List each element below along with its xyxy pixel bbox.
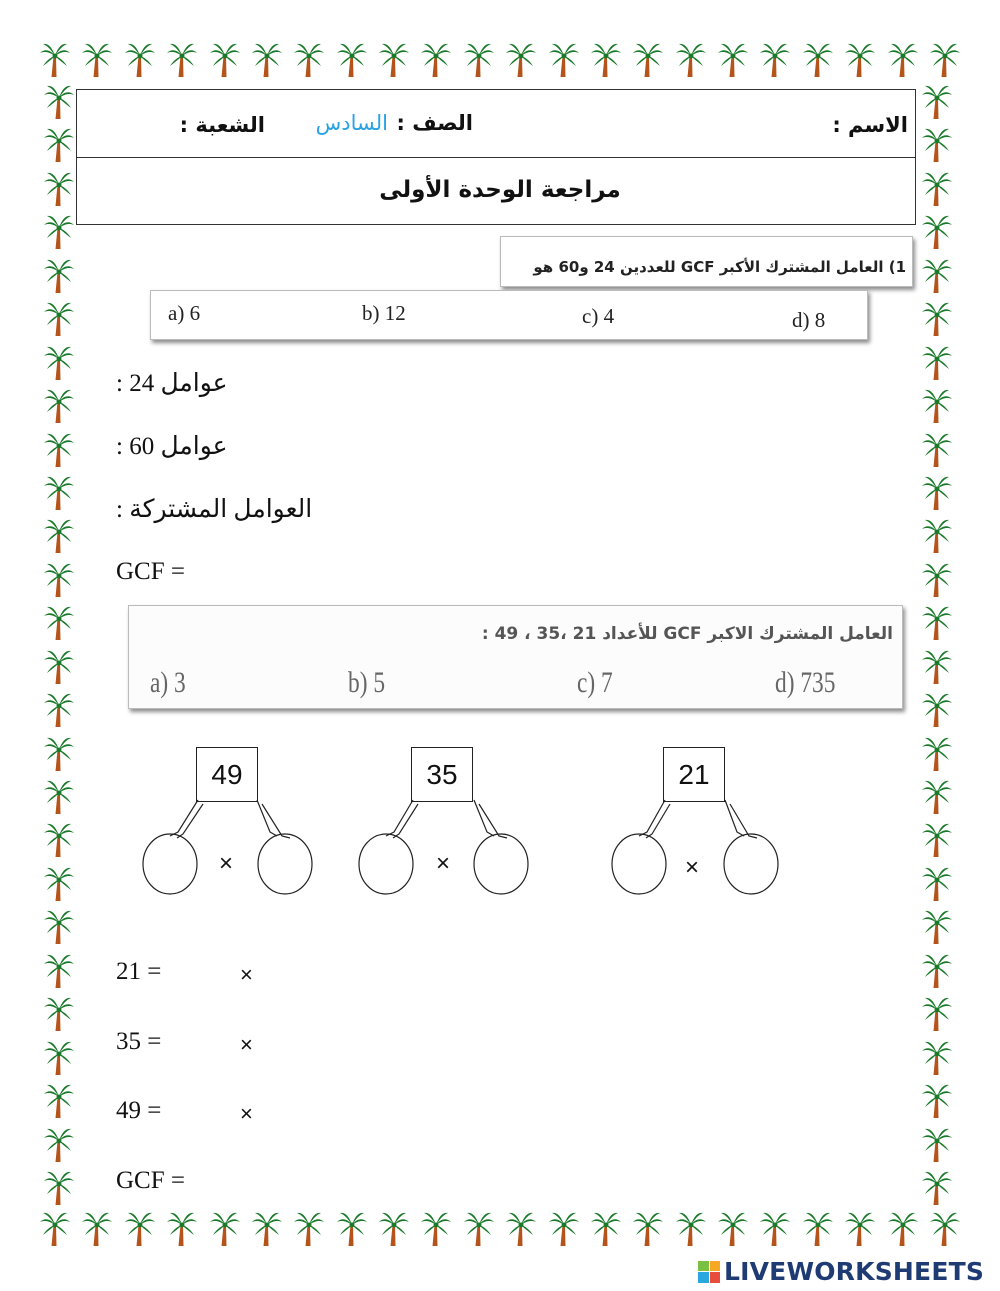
palm-tree-icon [44, 1083, 74, 1119]
factor-tree-times-49: × [219, 850, 234, 877]
palm-tree-icon [922, 1127, 952, 1163]
palm-tree-icon [44, 1040, 74, 1076]
q1-option-b[interactable]: b) 12 [362, 301, 406, 325]
palm-tree-icon [506, 1211, 536, 1247]
grade-label: الصف : [396, 111, 473, 135]
palm-tree-icon [718, 1211, 748, 1247]
liveworksheets-logo[interactable] [698, 1257, 984, 1286]
factor-tree-box-35: 35 [411, 747, 473, 802]
factor-tree-times-35: × [436, 850, 451, 877]
equation-21: 21 = [116, 958, 162, 985]
q2-option-c[interactable]: c) 7 [577, 666, 613, 699]
palm-border-bottom [40, 1211, 960, 1247]
palm-tree-icon [760, 1211, 790, 1247]
liveworksheets-badge-icon [698, 1261, 720, 1283]
palm-tree-icon [845, 1211, 875, 1247]
gcf-line-2: GCF = [116, 1167, 185, 1194]
palm-tree-icon [44, 996, 74, 1032]
name-label: الاسم : [832, 113, 908, 137]
q2-option-a[interactable]: a) 3 [150, 666, 186, 699]
equation-35-times: × [240, 1032, 253, 1057]
palm-tree-icon [125, 1211, 155, 1247]
palm-tree-icon [888, 1211, 918, 1247]
palm-tree-icon [421, 1211, 451, 1247]
equation-35: 35 = [116, 1028, 162, 1055]
q2-option-d[interactable]: d) 735 [775, 666, 836, 699]
palm-tree-icon [591, 1211, 621, 1247]
palm-tree-icon [252, 1211, 282, 1247]
equation-21-times: × [240, 962, 253, 987]
factor-tree-times-21: × [685, 854, 700, 881]
palm-tree-icon [82, 1211, 112, 1247]
q1-option-c[interactable]: c) 4 [582, 304, 615, 328]
palm-tree-icon [922, 996, 952, 1032]
gcf-line-1: GCF = [116, 558, 185, 585]
worksheet-title: مراجعة الوحدة الأولى [379, 177, 621, 203]
palm-tree-icon [922, 1083, 952, 1119]
palm-tree-icon [549, 1211, 579, 1247]
palm-tree-icon [44, 1127, 74, 1163]
palm-tree-icon [40, 1211, 70, 1247]
palm-tree-icon [930, 1211, 960, 1247]
factor-tree-box-49: 49 [196, 747, 258, 802]
equation-49: 49 = [116, 1097, 162, 1124]
palm-tree-icon [167, 1211, 197, 1247]
equation-49-times: × [240, 1101, 253, 1126]
common-factors-line: : العوامل المشتركة [116, 496, 313, 523]
factors-60-line: : عوامل 60 [116, 433, 228, 460]
palm-tree-icon [44, 1170, 74, 1206]
palm-tree-icon [379, 1211, 409, 1247]
palm-tree-icon [633, 1211, 663, 1247]
palm-tree-icon [337, 1211, 367, 1247]
q1-option-d[interactable]: d) 8 [792, 308, 826, 332]
factors-24-line: : عوامل 24 [116, 370, 228, 397]
grade-value: السادس [315, 111, 388, 135]
question1-text: 1) العامل المشترك الأكبر GCF للعددين 24 و60 هو [533, 258, 906, 276]
palm-tree-icon [676, 1211, 706, 1247]
factor-tree-box-21: 21 [663, 747, 725, 802]
palm-tree-icon [464, 1211, 494, 1247]
palm-tree-icon [922, 1040, 952, 1076]
liveworksheets-brand: LIVEWORKSHEETS [724, 1257, 985, 1286]
section-label: الشعبة : [179, 113, 265, 137]
q1-option-a[interactable]: a) 6 [168, 301, 201, 325]
palm-tree-icon [294, 1211, 324, 1247]
palm-tree-icon [803, 1211, 833, 1247]
palm-tree-icon [922, 1170, 952, 1206]
q2-option-b[interactable]: b) 5 [348, 666, 386, 699]
question2-text: العامل المشترك الاكبر GCF للأعداد 21 ،35 ، 49 : [481, 624, 893, 644]
palm-tree-icon [210, 1211, 240, 1247]
